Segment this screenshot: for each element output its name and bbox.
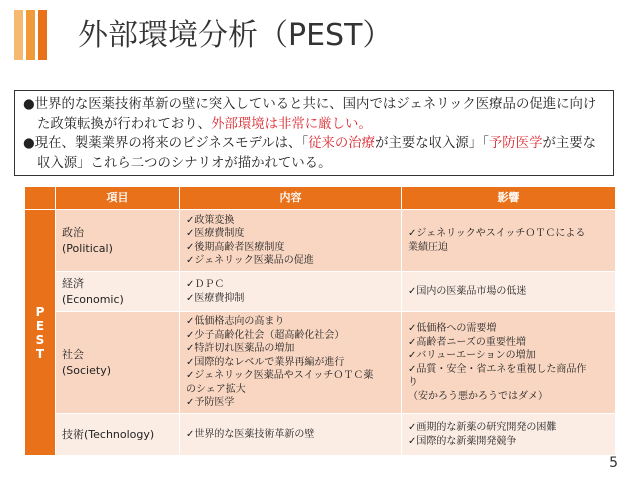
list-item: ✓国内の医薬品市場の低迷 — [408, 285, 527, 297]
list-item: ✓医療費抑制 — [186, 292, 245, 304]
intro-p2-text-a: ●現在、製薬業界の将来のビジネスモデルは、「 — [23, 136, 309, 151]
intro-paragraph-1 — [23, 95, 605, 134]
header-pest-blank — [25, 187, 56, 210]
list-item: ✓品質・安全・省エネを重視した商品作 — [408, 363, 587, 375]
list-item: ✓ＤＰＣ — [186, 279, 225, 290]
list-item: ✓予防医学 — [186, 397, 235, 409]
impact-technology — [402, 414, 616, 456]
pest-letter-t: T — [35, 346, 45, 361]
item-economic-ja: 経済 — [62, 276, 84, 290]
slide-title: 外部環境分析（PEST） — [78, 18, 393, 53]
list-item: ✓国際的なレベルで業界再編が進行 — [186, 356, 345, 368]
header-item: 項目 — [56, 187, 180, 210]
intro-paragraph-2 — [23, 134, 605, 173]
content-political — [180, 210, 402, 272]
pest-table — [24, 186, 616, 456]
header-content: 内容 — [180, 187, 402, 210]
list-item: ✓ジェネリック医薬品やスイッチＯＴＣ薬 — [186, 370, 374, 382]
list-item: （安かろう悪かろうではダメ） — [408, 390, 548, 402]
list-item: ✓ジェネリックやスイッチＯＴＣによる — [408, 228, 586, 239]
list-item: ✓画期的な新薬の研究開発の困難 — [408, 422, 557, 433]
accent-bar-light — [14, 10, 23, 60]
list-item: ✓医療費制度 — [186, 228, 245, 239]
list-item: ✓特許切れ医薬品の増加 — [186, 343, 295, 355]
item-political-ja: 政治 — [62, 225, 84, 239]
list-item: ✓後期高齢者医療制度 — [186, 241, 285, 253]
list-item: ✓高齢者ニーズの重要性増 — [408, 336, 526, 348]
list-item: ✓世界的な医薬技術革新の壁 — [186, 428, 315, 440]
intro-p2-text-c: が主要な収入源」これら二つのシナリオが描かれている。 — [37, 136, 597, 171]
item-technology-label: 技術(Technology) — [62, 427, 155, 441]
header-impact: 影響 — [402, 187, 616, 210]
item-economic-en: (Economic) — [62, 292, 124, 306]
impact-political — [402, 210, 616, 272]
item-technology — [56, 414, 180, 456]
list-item: ✓低価格志向の高まり — [186, 316, 285, 328]
list-item: ✓バリューエーションの増加 — [408, 350, 536, 361]
list-item: ✓ジェネリック医薬品の促進 — [186, 255, 314, 266]
table-row-economic — [25, 272, 616, 312]
pest-letter-s: S — [35, 332, 45, 347]
list-item: り — [408, 377, 418, 388]
table-row-political — [25, 210, 616, 272]
content-technology — [180, 414, 402, 456]
item-political-en: (Political) — [62, 241, 113, 255]
item-society-ja: 社会 — [62, 347, 84, 361]
intro-p2-text-b: が主要な収入源」「 — [375, 136, 489, 151]
page-number: 5 — [609, 455, 618, 471]
table-row-society — [25, 312, 616, 414]
intro-p1-text: ●世界的な医薬技術革新の壁に突入していると共に、国内ではジェネリック医療品の促進に向けた政策転換が行われており、 — [23, 97, 597, 132]
table-row-technology — [25, 414, 616, 456]
item-economic — [56, 272, 180, 312]
table-header-row — [25, 187, 616, 210]
intro-p2-highlight-2: 予防医学 — [488, 136, 543, 151]
impact-economic — [402, 272, 616, 312]
list-item: のシェア拡大 — [186, 383, 246, 395]
pest-label — [25, 210, 56, 456]
item-society-en: (Society) — [62, 363, 111, 377]
list-item: ✓低価格への需要増 — [408, 323, 497, 334]
content-economic — [180, 272, 402, 312]
item-political — [56, 210, 180, 272]
list-item: ✓国際的な新薬開発競争 — [408, 435, 517, 447]
pest-letter-p: P — [35, 304, 45, 319]
impact-society — [402, 312, 616, 414]
content-society — [180, 312, 402, 414]
list-item: ✓政策変換 — [186, 214, 235, 226]
intro-p2-highlight-1: 従来の治療 — [308, 136, 376, 151]
list-item: ✓少子高齢化社会（超高齢化社会） — [186, 329, 345, 341]
pest-letter-e: E — [35, 318, 45, 333]
intro-box — [14, 90, 614, 176]
accent-bar-dark — [38, 10, 47, 60]
list-item: 業績圧迫 — [408, 241, 448, 253]
accent-bar-medium — [26, 10, 35, 60]
intro-p1-highlight: 外部環境は非常に厳しい。 — [211, 116, 372, 132]
item-society — [56, 312, 180, 414]
